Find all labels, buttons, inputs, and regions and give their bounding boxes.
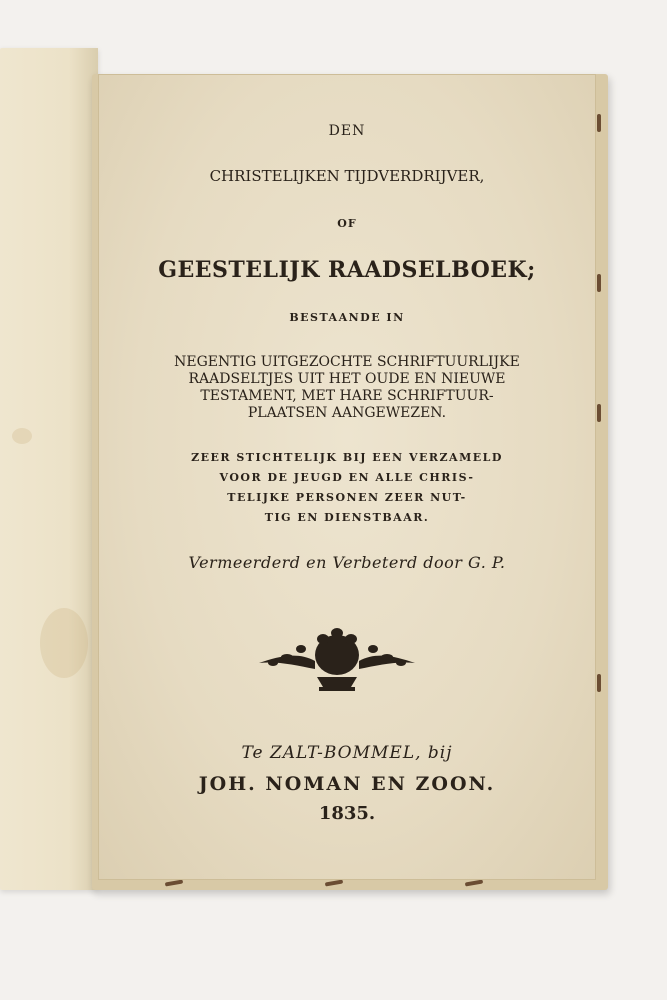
flower-basket-vignette-icon <box>257 621 417 693</box>
description-line: NEGENTIG UITGEZOCHTE SCHRIFTUURLIJKE <box>174 354 520 370</box>
main-title: GEESTELIJK RAADSELBOEK; <box>158 257 536 283</box>
left-facing-page <box>0 48 98 890</box>
description-line: PLAATSEN AANGEWEZEN. <box>247 405 447 421</box>
publisher-name: JOH. NOMAN EN ZOON. <box>198 773 496 795</box>
imprint-place: Te ZALT-BOMMEL, bij <box>241 743 453 763</box>
title-den: DEN <box>328 123 366 139</box>
purpose-line: VOOR DE JEUGD EN ALLE CHRIS- <box>219 471 475 484</box>
paper-stain <box>40 608 88 678</box>
title-page <box>98 74 596 880</box>
paper-stain <box>12 428 32 444</box>
binding-stripe <box>597 114 601 132</box>
description-line: RAADSELTJES UIT HET OUDE EN NIEUWE <box>188 371 506 387</box>
subtitle-bestaande: BESTAANDE IN <box>289 311 405 324</box>
binding-stripe <box>465 879 483 886</box>
binding-stripe <box>597 674 601 692</box>
edition-note: Vermeerderd en Verbeterd door G. P. <box>188 553 506 572</box>
title-of: OF <box>337 217 357 230</box>
binding-stripe <box>597 404 601 422</box>
binding-stripe <box>597 274 601 292</box>
binding-stripe <box>165 879 183 886</box>
purpose-line: TIG EN DIENSTBAAR. <box>264 511 430 524</box>
purpose-line: TELIJKE PERSONEN ZEER NUT- <box>227 491 467 504</box>
publication-year: 1835. <box>318 803 376 824</box>
description-line: TESTAMENT, MET HARE SCHRIFTUUR- <box>200 388 494 404</box>
purpose-line: ZEER STICHTELIJK BIJ EEN VERZAMELD <box>191 451 503 464</box>
title-christelijken: CHRISTELIJKEN TIJDVERDRIJVER, <box>209 167 485 185</box>
binding-stripe <box>325 879 343 886</box>
